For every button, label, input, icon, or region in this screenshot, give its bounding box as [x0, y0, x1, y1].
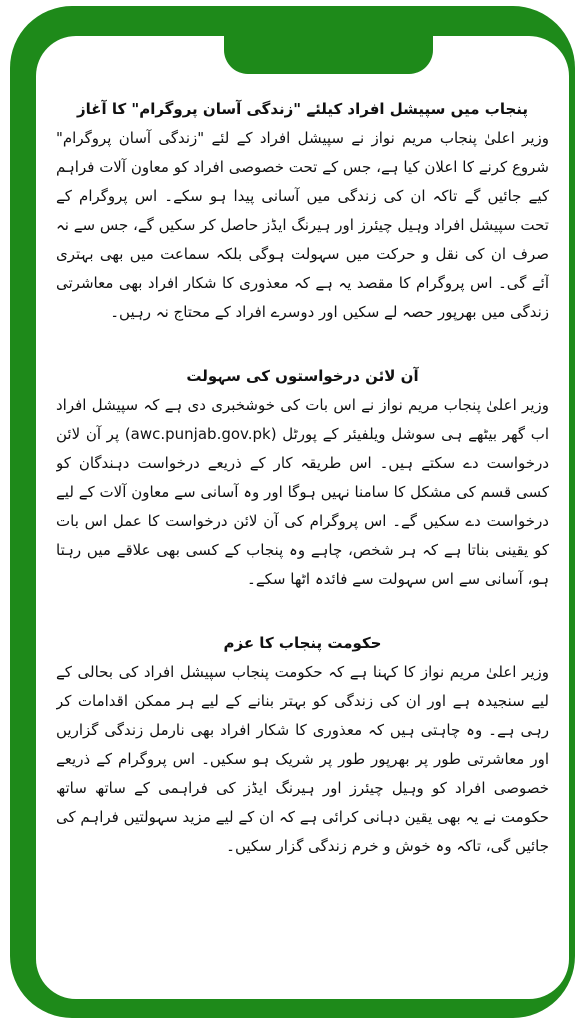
section-paragraph: وزیر اعلیٰ پنجاب مریم نواز نے سپیشل افراد کے لئے "زندگی آسان پروگرام" شروع کرنے کا اعلان کیا ہے، جس کے تحت خصوصی افراد کو معاون آلات فراہم کیے جائیں گے تاکہ ان کی زندگی میں آسانی پیدا ہو سکے۔ اس پروگرام کے تحت سپیشل افراد وہیل چیئرز اور ہیرنگ ایڈز حاصل کر سکیں گے، جس سے نہ صرف ان کی نقل و حرکت میں سہولت ہوگی بلکہ سماعت میں بھی بہتری آئے گی۔ اس پروگرام کا مقصد یہ ہے کہ معذوری کا شکار افراد بھی معاشرتی زندگی میں بھرپور حصہ لے سکیں اور دوسرے افراد کے محتاج نہ رہیں۔ — [56, 129, 549, 321]
section-heading: پنجاب میں سپیشل افراد کیلئے "زندگی آسان پروگرام" کا آغاز — [76, 100, 529, 118]
section-paragraph: وزیر اعلیٰ مریم نواز کا کہنا ہے کہ حکومت پنجاب سپیشل افراد کی بحالی کے لیے سنجیدہ ہے اور ان کی زندگی کو بہتر بنانے کے لیے ہر ممکن اقدامات کر رہی ہے۔ وہ چاہتی ہیں کہ معذوری کا شکار افراد بھی نارمل زندگی گزاریں اور معاشرتی طور پر بھرپور طور پر شریک ہو سکیں۔ اس پروگرام کے ذریعے خصوصی افراد کو وہیل چیئرز اور ہیرنگ ایڈز کی فراہمی کے ساتھ ساتھ حکومت نے یہ بھی یقین دہانی کرائی ہے کہ ان کے لیے مزید سہولتیں فراہم کی جائیں گی، تاکہ وہ خوش و خرم زندگی گزار سکیں۔ — [56, 663, 549, 855]
section-heading: آن لائن درخواستوں کی سہولت — [186, 367, 419, 385]
section-online-applications — [56, 361, 549, 594]
section-heading: حکومت پنجاب کا عزم — [223, 634, 382, 652]
section-paragraph: وزیر اعلیٰ پنجاب مریم نواز نے اس بات کی خوشخبری دی ہے کہ سپیشل افراد اب گھر بیٹھے ہی سوشل ویلفیئر کے پورٹل (awc.punjab.gov.pk) پر آن لائن درخواست دے سکتے ہیں۔ اس طریقہ کار کے ذریعے درخواست دہندگان کو کسی قسم کی مشکل کا سامنا نہیں ہوگا اور وہ آسانی سے معاون آلات کے لیے درخواست دے سکیں گے۔ اس پروگرام کی آن لائن درخواست کا عمل اس بات کو یقینی بناتا ہے کہ ہر شخص، چاہے وہ پنجاب کے کسی بھی علاقے میں رہتا ہو، آسانی سے اس سہولت سے فائدہ اٹھا سکے۔ — [56, 396, 549, 588]
phone-notch — [224, 36, 433, 74]
section-program-launch — [56, 94, 549, 327]
section-government-commitment — [56, 628, 549, 861]
phone-screen — [36, 36, 569, 999]
article-content — [56, 94, 549, 979]
phone-frame — [10, 6, 575, 1018]
